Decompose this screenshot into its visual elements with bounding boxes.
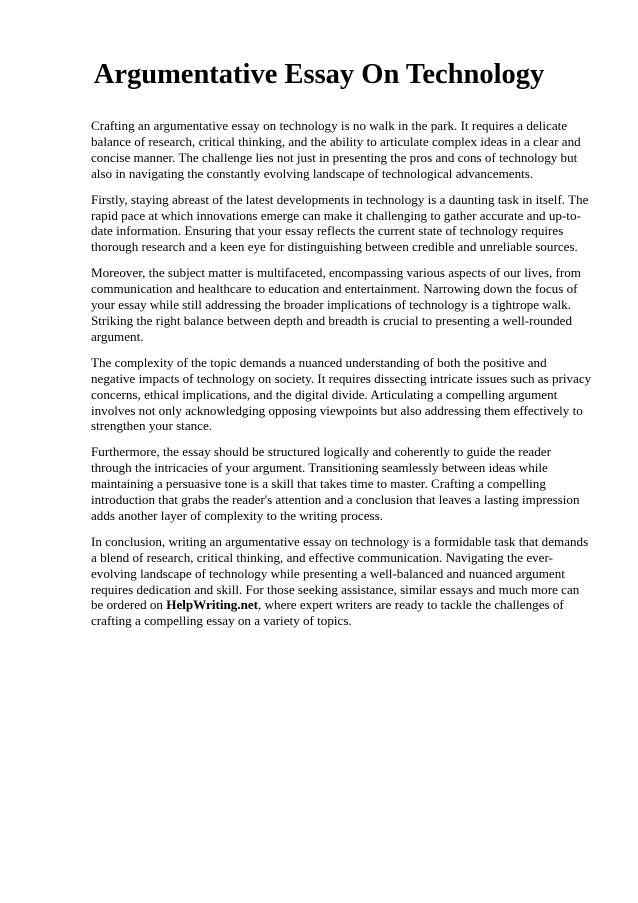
paragraph-moreover: Moreover, the subject matter is multifaceted, encompassing various aspects of our lives, from communication and healthcare to education and entertainment. Narrowing down the focus of your essay while still addressing the broader implications of technology is a tightrope walk. Striking the right balance between depth and breadth is crucial to presenting a well-rounded argument.	[91, 265, 581, 344]
paragraph-furthermore: Furthermore, the essay should be structured logically and coherently to guide the reader through the intricacies of your argument. Transitioning seamlessly between ideas while maintaining a persuasive tone is a skill that takes time to master. Crafting a compelling introduction that grabs the reader's attention and a conclusion that leaves a lasting impression adds another layer of complexity to the writing process.	[91, 444, 580, 523]
paragraph-firstly: Firstly, staying abreast of the latest developments in technology is a daunting task in itself. The rapid pace at which innovations emerge can make it challenging to gather accurate and up-to-date information. Ensuring that your essay reflects the current state of technology requires thorough research and a keen eye for distinguishing between credible and unreliable sources.	[91, 191, 589, 255]
helpwriting-link[interactable]: HelpWriting.net	[166, 597, 259, 613]
paragraph-conclusion	[91, 534, 593, 629]
conclusion-text-before: In conclusion, writing an argumentative essay on technology is a formidable task that demands a blend of research, critical thinking, and effective communication. Navigating the ever-evolving landscape of technology while presenting a well-balanced and nuanced argument requires dedication and skill. For those seeking assistance, similar essays and much more can be ordered on	[91, 533, 589, 613]
paragraph-complexity: The complexity of the topic demands a nuanced understanding of both the positive and negative impacts of technology on society. It requires dissecting intricate issues such as privacy concerns, ethical implications, and the digital divide. Articulating a compelling argument involves not only acknowledging opposing viewpoints but also addressing them effectively to strengthen your stance.	[91, 354, 592, 434]
page-title: Argumentative Essay On Technology	[93, 59, 545, 90]
paragraph-intro: Crafting an argumentative essay on technology is no walk in the park. It requires a delicate balance of research, critical thinking, and the ability to articulate complex ideas in a clear and concise manner. The challenge lies not just in presenting the pros and cons of technology but also in navigating the constantly evolving landscape of technological advancements.	[91, 118, 581, 181]
essay-body	[91, 118, 593, 639]
conclusion-text-after: , where expert writers are ready to tackle the challenges of crafting a compelling essay on a variety of topics.	[91, 597, 564, 629]
